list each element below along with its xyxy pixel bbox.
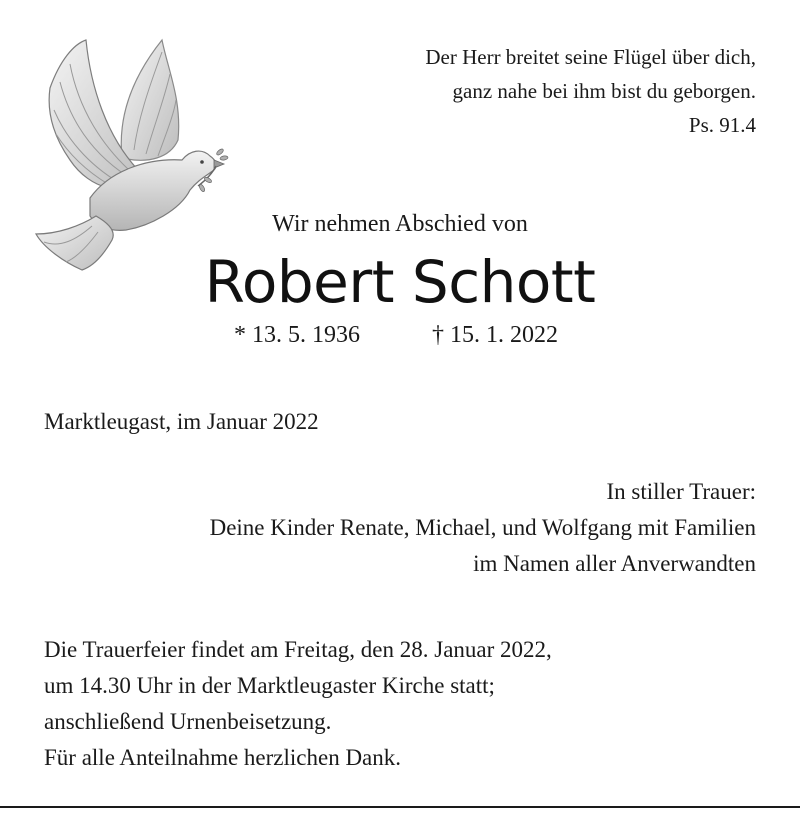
birth-date: * 13. 5. 1936 [234,322,360,348]
verse-reference: Ps. 91.4 [688,113,756,137]
place-and-date: Marktleugast, im Januar 2022 [44,409,319,434]
service-line-4: Für alle Anteilnahme herzlichen Dank. [44,745,402,770]
service-line-2: um 14.30 Uhr in der Marktleugaster Kirche statt; [44,673,495,698]
mourners-heading: In stiller Trauer: [606,479,756,504]
bottom-border-line [0,806,800,808]
mourners-line-2: im Namen aller Anverwandten [473,551,756,576]
deceased-name: Robert Schott [204,248,596,316]
bible-verse [425,40,756,142]
service-line-3: anschließend Urnenbeisetzung. [44,709,332,734]
verse-line-1: Der Herr breitet seine Flügel über dich, [425,45,756,69]
death-date: † 15. 1. 2022 [432,322,558,348]
mourners-line-1: Deine Kinder Renate, Michael, und Wolfgang mit Familien [209,515,756,540]
service-info [44,632,552,776]
verse-line-2: ganz nahe bei ihm bist du geborgen. [452,79,756,103]
mourners-block [210,474,756,582]
dove-icon [30,30,230,280]
service-line-1: Die Trauerfeier findet am Freitag, den 28. Januar 2022, [44,637,552,662]
farewell-intro: Wir nehmen Abschied von [272,211,528,237]
